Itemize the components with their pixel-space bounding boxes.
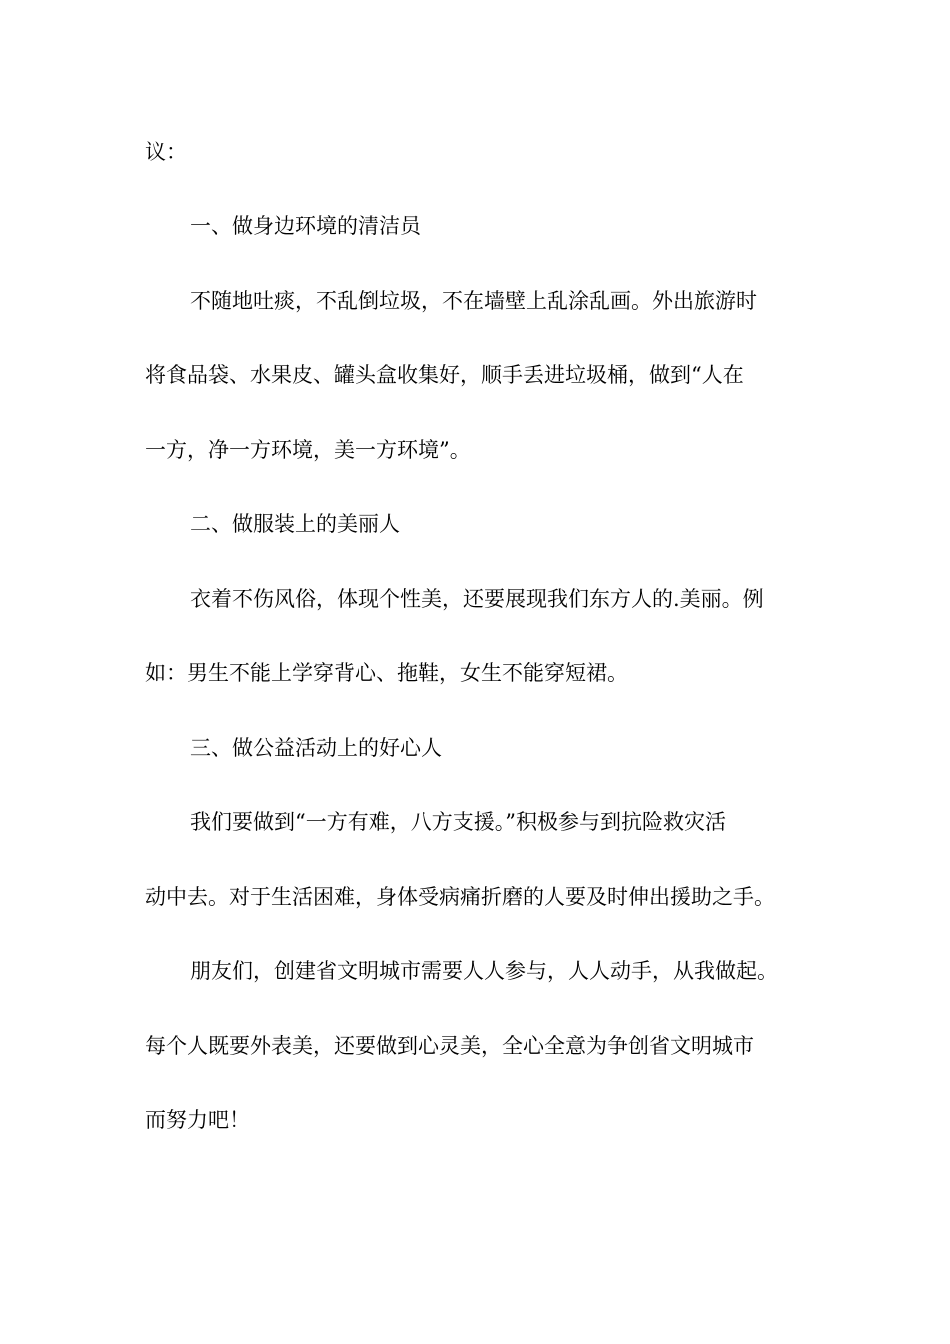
paragraph-line: 朋友们，创建省文明城市需要人人参与，人人动手，从我做起。 (190, 959, 778, 983)
paragraph-line: 衣着不伤风俗，体现个性美，还要展现我们东方人的.美丽。例 (190, 587, 764, 611)
paragraph-line: 动中去。对于生活困难，身体受病痛折磨的人要及时伸出援助之手。 (145, 885, 775, 909)
paragraph-line: 每个人既要外表美，还要做到心灵美，全心全意为争创省文明城市 (145, 1034, 754, 1058)
paragraph-line: 不随地吐痰，不乱倒垃圾，不在墙壁上乱涂乱画。外出旅游时 (190, 289, 757, 313)
paragraph-line: 而努力吧！ (145, 1108, 250, 1132)
paragraph-line: 将食品袋、水果皮、罐头盒收集好，顺手丢进垃圾桶，做到“人在 (145, 363, 744, 387)
section-heading: 一、做身边环境的清洁员 (190, 214, 421, 238)
paragraph-line: 如：男生不能上学穿背心、拖鞋，女生不能穿短裙。 (145, 661, 628, 685)
section-heading: 三、做公益活动上的好心人 (190, 736, 442, 760)
paragraph-line: 我们要做到“一方有难，八方支援。”积极参与到抗险救灾活 (190, 810, 726, 834)
paragraph-line: 一方，净一方环境，美一方环境”。 (145, 438, 471, 462)
paragraph-line: 议： (145, 140, 187, 164)
section-heading: 二、做服装上的美丽人 (190, 512, 400, 536)
